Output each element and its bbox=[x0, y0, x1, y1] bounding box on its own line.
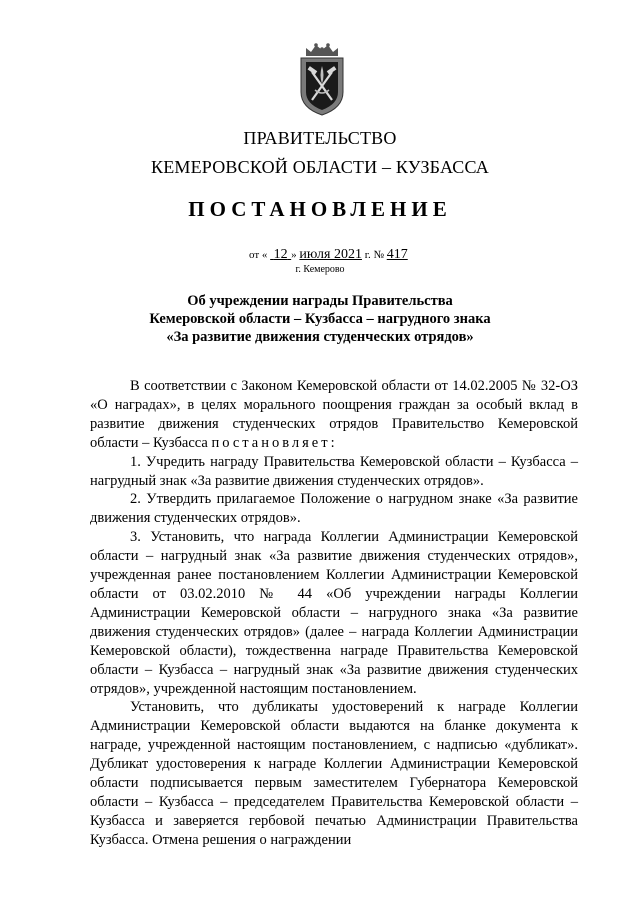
date-close-quote: » bbox=[291, 249, 297, 261]
subject-line-2: Кемеровской области – Кузбасса – нагрудного знака bbox=[149, 311, 491, 327]
body-paragraph-4: 3. Установить, что награда Коллегии Администрации Кемеровской области – нагрудный знак «За развитие движения студенческих отрядов», учрежденная ранее постановлением Коллегии Администрации Кемеровской области от 03.02.2010 № 44 «Об учреждении награды Коллегии Администрации Кемеровской области – нагрудного знака «За развитие движения студенческих отрядов» (далее – награда Коллегии Администрации Кемеровской области), тождественна награде Правительства Кемеровской области – Кузбасса – нагрудный знак «За развитие движения студенческих отрядов», учрежденной настоящим постановлением. bbox=[90, 529, 578, 697]
body-paragraph-3: 2. Утвердить прилагаемое Положение о нагрудном знаке «За развитие движения студенческих отрядов». bbox=[90, 491, 578, 527]
subject-line-3: «За развитие движения студенческих отрядов» bbox=[166, 329, 474, 345]
date-day: 12 bbox=[273, 247, 288, 262]
org-name-line1: ПРАВИТЕЛЬСТВО bbox=[243, 128, 397, 148]
date-number-line bbox=[249, 247, 408, 263]
number-sign: № bbox=[373, 249, 384, 261]
subject-line-1: Об учреждении награды Правительства bbox=[187, 293, 453, 309]
body-paragraph-2: 1. Учредить награду Правительства Кемеровской области – Кузбасса – нагрудный знак «За развитие движения студенческих отрядов». bbox=[90, 453, 578, 489]
document-number: 417 bbox=[386, 247, 408, 262]
document-type-title: ПОСТАНОВЛЕНИЕ bbox=[188, 197, 452, 221]
document-subject bbox=[0, 292, 640, 346]
city-label: г. Кемерово bbox=[295, 264, 345, 275]
document-body bbox=[90, 377, 578, 850]
body-paragraph-5: Установить, что дубликаты удостоверений к награде Коллегии Администрации Кемеровской области выдаются на бланке документа к награде, учрежденной настоящим постановлением, с надписью «дубликат». Дубликат удостоверения к награде Коллегии Администрации Кемеровской области подписывается первым заместителем Губернатора Кемеровской области – Кузбасса – председателем Правительства Кемеровской области – Кузбасса и заверяется гербовой печатью Администрации Правительства Кузбасса. Отмена решения о награждении bbox=[90, 699, 578, 848]
body-paragraph-1: В соответствии с Законом Кемеровской области от 14.02.2005 № 32-ОЗ «О наградах», в целях морального поощрения граждан за особый вклад в развитие движения студенческих отрядов Правительство Кемеровской области – Кузбасса постановляет: bbox=[90, 378, 578, 451]
date-month-year: июля 2021 bbox=[299, 247, 362, 262]
spaced-word-decrees: постановляет bbox=[211, 434, 331, 451]
coat-of-arms-emblem bbox=[297, 42, 347, 116]
date-year-suffix: г. bbox=[364, 249, 371, 261]
date-from-label: от « bbox=[249, 249, 268, 261]
org-name-line2: КЕМЕРОВСКОЙ ОБЛАСТИ – КУЗБАССА bbox=[151, 157, 489, 177]
